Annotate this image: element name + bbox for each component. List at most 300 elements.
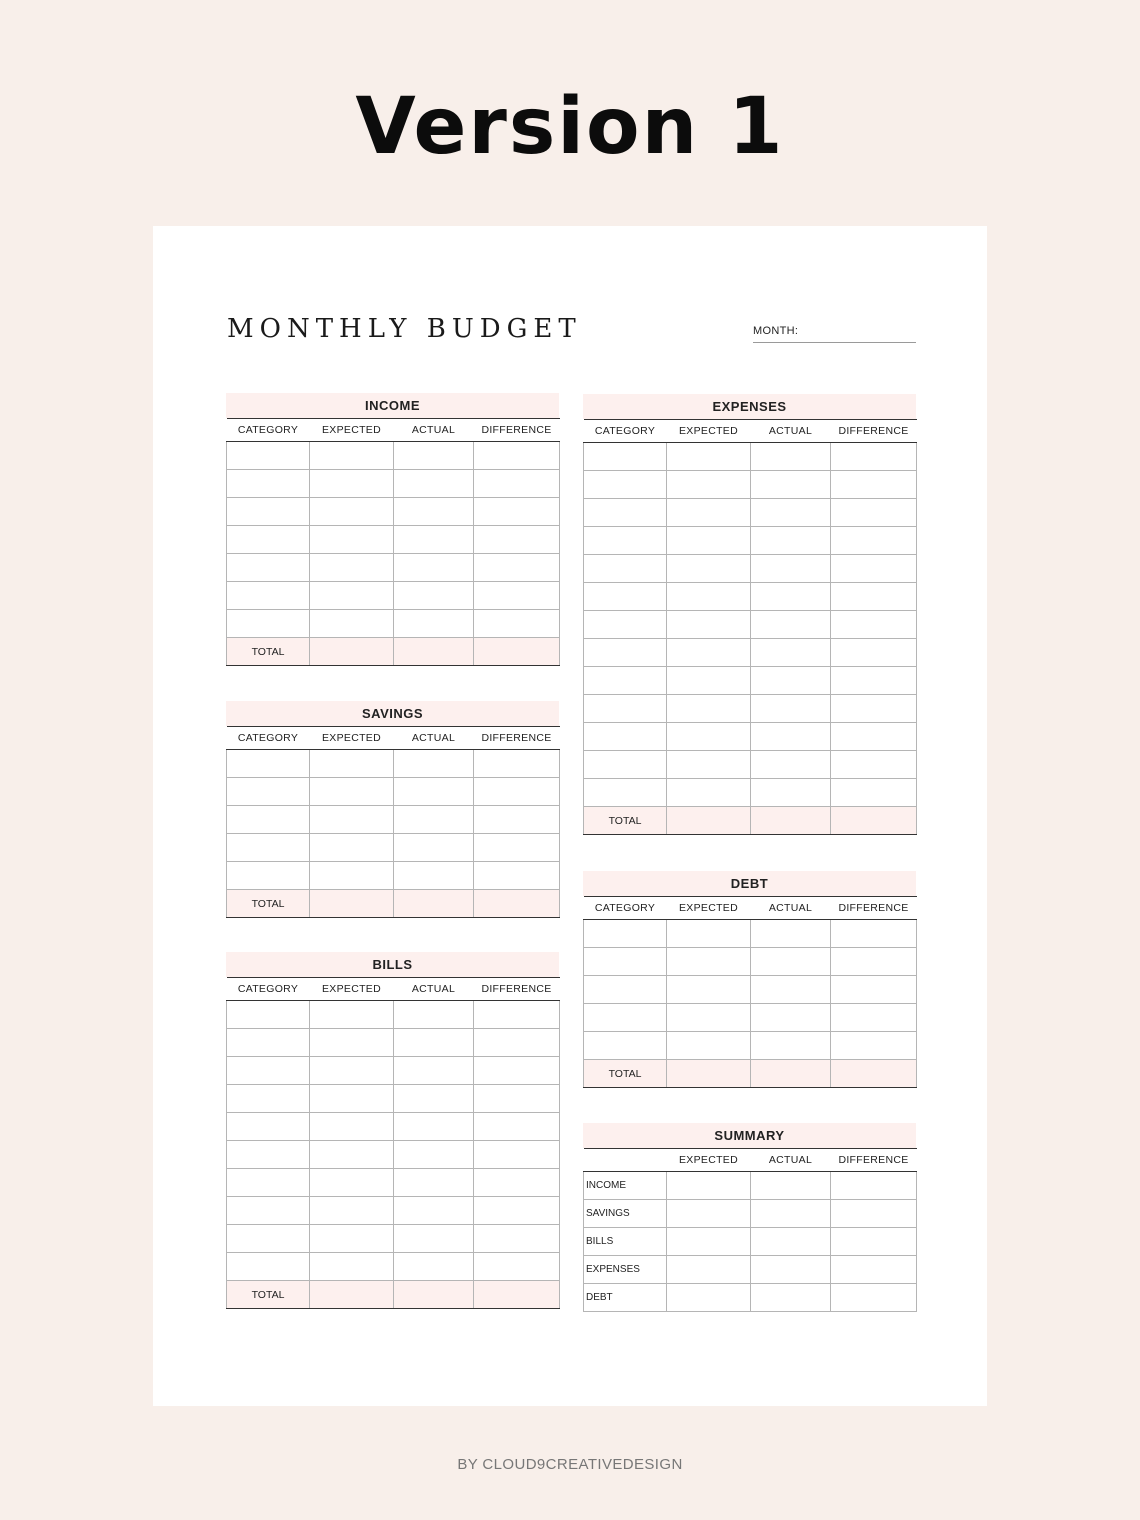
entry-cell[interactable] <box>474 554 560 582</box>
entry-cell[interactable] <box>310 750 394 778</box>
entry-cell[interactable] <box>227 1197 310 1225</box>
entry-cell[interactable] <box>474 806 560 834</box>
total-cell[interactable] <box>831 807 917 835</box>
entry-cell[interactable] <box>474 1085 560 1113</box>
col-expected: EXPECTED <box>667 1149 751 1172</box>
table-row <box>227 1225 560 1253</box>
entry-cell[interactable] <box>667 443 751 471</box>
savings-body <box>227 750 560 918</box>
table-row <box>227 1197 560 1225</box>
entry-cell[interactable] <box>751 1284 831 1312</box>
table-row <box>227 1141 560 1169</box>
entry-cell[interactable] <box>667 639 751 667</box>
entry-cell[interactable] <box>584 1004 667 1032</box>
entry-cell[interactable] <box>227 1169 310 1197</box>
entry-cell[interactable] <box>667 1200 751 1228</box>
table-row <box>584 639 917 667</box>
summary-row <box>584 1256 917 1284</box>
total-cell[interactable] <box>310 890 394 918</box>
entry-cell[interactable] <box>227 834 310 862</box>
total-row <box>227 638 560 666</box>
summary-row-label: EXPENSES <box>584 1256 667 1284</box>
entry-cell[interactable] <box>751 976 831 1004</box>
savings-heading: SAVINGS <box>226 701 559 726</box>
table-row <box>584 611 917 639</box>
entry-cell[interactable] <box>831 1228 917 1256</box>
total-cell[interactable] <box>310 638 394 666</box>
entry-cell[interactable] <box>474 834 560 862</box>
entry-cell[interactable] <box>227 1225 310 1253</box>
total-cell[interactable] <box>751 1060 831 1088</box>
table-row <box>227 750 560 778</box>
debt-heading: DEBT <box>583 871 916 896</box>
summary-row <box>584 1172 917 1200</box>
table-row <box>227 1253 560 1281</box>
entry-cell[interactable] <box>394 806 474 834</box>
entry-cell[interactable] <box>751 611 831 639</box>
entry-cell[interactable] <box>474 862 560 890</box>
entry-cell[interactable] <box>394 470 474 498</box>
entry-cell[interactable] <box>227 1085 310 1113</box>
col-category: CATEGORY <box>584 897 667 920</box>
entry-cell[interactable] <box>831 555 917 583</box>
entry-cell[interactable] <box>584 779 667 807</box>
entry-cell[interactable] <box>227 1141 310 1169</box>
entry-cell[interactable] <box>751 920 831 948</box>
total-row <box>227 890 560 918</box>
bills-heading: BILLS <box>226 952 559 977</box>
entry-cell[interactable] <box>310 862 394 890</box>
entry-cell[interactable] <box>227 1113 310 1141</box>
entry-cell[interactable] <box>831 527 917 555</box>
entry-cell[interactable] <box>751 1032 831 1060</box>
table-row <box>227 1169 560 1197</box>
entry-cell[interactable] <box>667 527 751 555</box>
table-row <box>227 1029 560 1057</box>
entry-cell[interactable] <box>831 1004 917 1032</box>
table-row <box>584 948 917 976</box>
entry-cell[interactable] <box>310 1253 394 1281</box>
entry-cell[interactable] <box>751 1228 831 1256</box>
entry-cell[interactable] <box>584 527 667 555</box>
col-difference: DIFFERENCE <box>831 897 917 920</box>
debt-body <box>584 920 917 1088</box>
entry-cell[interactable] <box>667 779 751 807</box>
col-expected: EXPECTED <box>310 978 394 1001</box>
table-row <box>227 610 560 638</box>
entry-cell[interactable] <box>227 526 310 554</box>
table-row <box>584 583 917 611</box>
summary-row-label: DEBT <box>584 1284 667 1312</box>
entry-cell[interactable] <box>667 948 751 976</box>
table-row <box>584 723 917 751</box>
entry-cell[interactable] <box>751 948 831 976</box>
table-row <box>227 862 560 890</box>
entry-cell[interactable] <box>474 498 560 526</box>
footer-credit: BY CLOUD9CREATIVEDESIGN <box>457 1456 683 1473</box>
entry-cell[interactable] <box>584 583 667 611</box>
table-row <box>584 1032 917 1060</box>
entry-cell[interactable] <box>394 1085 474 1113</box>
table-row <box>227 442 560 470</box>
entry-cell[interactable] <box>584 443 667 471</box>
entry-cell[interactable] <box>474 1253 560 1281</box>
entry-cell[interactable] <box>310 1141 394 1169</box>
entry-cell[interactable] <box>394 610 474 638</box>
entry-cell[interactable] <box>831 639 917 667</box>
entry-cell[interactable] <box>584 695 667 723</box>
table-row <box>584 920 917 948</box>
entry-cell[interactable] <box>394 1197 474 1225</box>
table-row <box>227 1085 560 1113</box>
entry-cell[interactable] <box>831 779 917 807</box>
total-label: TOTAL <box>227 1281 310 1309</box>
entry-cell[interactable] <box>227 442 310 470</box>
total-label: TOTAL <box>584 807 667 835</box>
summary-body <box>584 1172 917 1312</box>
entry-cell[interactable] <box>831 1200 917 1228</box>
entry-cell[interactable] <box>584 948 667 976</box>
entry-cell[interactable] <box>474 582 560 610</box>
entry-cell[interactable] <box>831 723 917 751</box>
entry-cell[interactable] <box>474 610 560 638</box>
entry-cell[interactable] <box>667 1256 751 1284</box>
entry-cell[interactable] <box>394 1253 474 1281</box>
entry-cell[interactable] <box>310 806 394 834</box>
entry-cell[interactable] <box>584 920 667 948</box>
entry-cell[interactable] <box>751 1004 831 1032</box>
entry-cell[interactable] <box>474 470 560 498</box>
entry-cell[interactable] <box>751 471 831 499</box>
summary-row-label: INCOME <box>584 1172 667 1200</box>
entry-cell[interactable] <box>831 583 917 611</box>
expenses-table <box>583 419 917 835</box>
table-row <box>227 778 560 806</box>
entry-cell[interactable] <box>667 471 751 499</box>
entry-cell[interactable] <box>474 750 560 778</box>
entry-cell[interactable] <box>474 778 560 806</box>
entry-cell[interactable] <box>751 583 831 611</box>
entry-cell[interactable] <box>667 667 751 695</box>
total-row <box>227 1281 560 1309</box>
entry-cell[interactable] <box>831 1284 917 1312</box>
entry-cell[interactable] <box>584 499 667 527</box>
entry-cell[interactable] <box>667 1284 751 1312</box>
entry-cell[interactable] <box>751 667 831 695</box>
table-row <box>584 976 917 1004</box>
entry-cell[interactable] <box>394 1029 474 1057</box>
col-actual: ACTUAL <box>394 419 474 442</box>
month-label: MONTH: <box>753 325 799 337</box>
col-category: CATEGORY <box>227 727 310 750</box>
savings-section <box>226 701 559 918</box>
total-cell[interactable] <box>667 1060 751 1088</box>
summary-row-label: SAVINGS <box>584 1200 667 1228</box>
entry-cell[interactable] <box>310 834 394 862</box>
total-cell[interactable] <box>474 1281 560 1309</box>
entry-cell[interactable] <box>310 1057 394 1085</box>
col-blank <box>584 1149 667 1172</box>
entry-cell[interactable] <box>831 443 917 471</box>
entry-cell[interactable] <box>831 499 917 527</box>
entry-cell[interactable] <box>310 582 394 610</box>
budget-title: MONTHLY BUDGET <box>227 314 582 344</box>
bills-section <box>226 952 559 1309</box>
entry-cell[interactable] <box>584 1032 667 1060</box>
col-expected: EXPECTED <box>667 897 751 920</box>
entry-cell[interactable] <box>831 920 917 948</box>
table-row <box>227 470 560 498</box>
entry-cell[interactable] <box>474 442 560 470</box>
table-row <box>584 1004 917 1032</box>
entry-cell[interactable] <box>310 526 394 554</box>
entry-cell[interactable] <box>667 695 751 723</box>
entry-cell[interactable] <box>831 948 917 976</box>
entry-cell[interactable] <box>831 1032 917 1060</box>
entry-cell[interactable] <box>310 1001 394 1029</box>
entry-cell[interactable] <box>394 778 474 806</box>
income-heading: INCOME <box>226 393 559 418</box>
entry-cell[interactable] <box>394 834 474 862</box>
entry-cell[interactable] <box>310 554 394 582</box>
col-category: CATEGORY <box>227 419 310 442</box>
entry-cell[interactable] <box>751 527 831 555</box>
entry-cell[interactable] <box>227 862 310 890</box>
expenses-section <box>583 394 916 835</box>
entry-cell[interactable] <box>751 1200 831 1228</box>
entry-cell[interactable] <box>667 723 751 751</box>
entry-cell[interactable] <box>584 471 667 499</box>
table-row <box>584 471 917 499</box>
entry-cell[interactable] <box>751 751 831 779</box>
table-row <box>227 806 560 834</box>
entry-cell[interactable] <box>227 778 310 806</box>
summary-row <box>584 1284 917 1312</box>
table-row <box>584 443 917 471</box>
entry-cell[interactable] <box>751 555 831 583</box>
summary-row <box>584 1200 917 1228</box>
entry-cell[interactable] <box>667 976 751 1004</box>
entry-cell[interactable] <box>394 1141 474 1169</box>
total-label: TOTAL <box>227 638 310 666</box>
entry-cell[interactable] <box>474 1141 560 1169</box>
table-row <box>227 1001 560 1029</box>
entry-cell[interactable] <box>394 1169 474 1197</box>
entry-cell[interactable] <box>310 1169 394 1197</box>
expenses-body <box>584 443 917 835</box>
col-category: CATEGORY <box>584 420 667 443</box>
entry-cell[interactable] <box>310 778 394 806</box>
entry-cell[interactable] <box>474 1169 560 1197</box>
summary-row-label: BILLS <box>584 1228 667 1256</box>
col-difference: DIFFERENCE <box>831 1149 917 1172</box>
entry-cell[interactable] <box>751 723 831 751</box>
entry-cell[interactable] <box>227 1029 310 1057</box>
entry-cell[interactable] <box>667 583 751 611</box>
entry-cell[interactable] <box>474 1225 560 1253</box>
income-body <box>227 442 560 666</box>
entry-cell[interactable] <box>667 611 751 639</box>
table-row <box>584 751 917 779</box>
entry-cell[interactable] <box>227 582 310 610</box>
table-row <box>584 527 917 555</box>
entry-cell[interactable] <box>667 499 751 527</box>
entry-cell[interactable] <box>474 1197 560 1225</box>
summary-table <box>583 1148 917 1312</box>
bills-body <box>227 1001 560 1309</box>
entry-cell[interactable] <box>310 470 394 498</box>
entry-cell[interactable] <box>394 862 474 890</box>
entry-cell[interactable] <box>584 723 667 751</box>
entry-cell[interactable] <box>394 554 474 582</box>
total-cell[interactable] <box>474 890 560 918</box>
entry-cell[interactable] <box>310 1113 394 1141</box>
entry-cell[interactable] <box>667 751 751 779</box>
entry-cell[interactable] <box>667 555 751 583</box>
col-expected: EXPECTED <box>310 727 394 750</box>
entry-cell[interactable] <box>584 639 667 667</box>
table-row <box>584 779 917 807</box>
entry-cell[interactable] <box>584 555 667 583</box>
col-difference: DIFFERENCE <box>474 419 560 442</box>
entry-cell[interactable] <box>394 498 474 526</box>
entry-cell[interactable] <box>227 750 310 778</box>
col-difference: DIFFERENCE <box>831 420 917 443</box>
total-cell[interactable] <box>310 1281 394 1309</box>
table-row <box>227 498 560 526</box>
entry-cell[interactable] <box>474 1113 560 1141</box>
entry-cell[interactable] <box>751 639 831 667</box>
entry-cell[interactable] <box>310 1225 394 1253</box>
table-row <box>584 555 917 583</box>
entry-cell[interactable] <box>394 1225 474 1253</box>
col-difference: DIFFERENCE <box>474 978 560 1001</box>
col-actual: ACTUAL <box>394 727 474 750</box>
entry-cell[interactable] <box>667 1228 751 1256</box>
summary-section <box>583 1123 916 1312</box>
debt-section <box>583 871 916 1088</box>
col-actual: ACTUAL <box>394 978 474 1001</box>
entry-cell[interactable] <box>667 1004 751 1032</box>
entry-cell[interactable] <box>310 442 394 470</box>
entry-cell[interactable] <box>831 667 917 695</box>
entry-cell[interactable] <box>227 498 310 526</box>
income-section <box>226 393 559 666</box>
col-expected: EXPECTED <box>667 420 751 443</box>
entry-cell[interactable] <box>227 1057 310 1085</box>
debt-table <box>583 896 917 1088</box>
entry-cell[interactable] <box>584 611 667 639</box>
entry-cell[interactable] <box>227 554 310 582</box>
total-cell[interactable] <box>394 890 474 918</box>
col-actual: ACTUAL <box>751 420 831 443</box>
col-difference: DIFFERENCE <box>474 727 560 750</box>
entry-cell[interactable] <box>474 1001 560 1029</box>
entry-cell[interactable] <box>310 1085 394 1113</box>
entry-cell[interactable] <box>831 611 917 639</box>
entry-cell[interactable] <box>394 442 474 470</box>
entry-cell[interactable] <box>667 1172 751 1200</box>
entry-cell[interactable] <box>394 750 474 778</box>
total-cell[interactable] <box>831 1060 917 1088</box>
entry-cell[interactable] <box>394 526 474 554</box>
total-cell[interactable] <box>474 638 560 666</box>
total-label: TOTAL <box>584 1060 667 1088</box>
entry-cell[interactable] <box>667 1032 751 1060</box>
total-cell[interactable] <box>751 807 831 835</box>
entry-cell[interactable] <box>751 1256 831 1284</box>
total-label: TOTAL <box>227 890 310 918</box>
table-row <box>227 526 560 554</box>
table-row <box>227 1113 560 1141</box>
entry-cell[interactable] <box>831 1256 917 1284</box>
month-field[interactable] <box>753 321 916 343</box>
entry-cell[interactable] <box>831 1172 917 1200</box>
entry-cell[interactable] <box>310 1029 394 1057</box>
col-actual: ACTUAL <box>751 1149 831 1172</box>
entry-cell[interactable] <box>394 582 474 610</box>
table-row <box>227 582 560 610</box>
total-row <box>584 807 917 835</box>
table-row <box>227 554 560 582</box>
version-title: Version 1 <box>355 82 785 172</box>
budget-sheet <box>153 226 987 1406</box>
entry-cell[interactable] <box>310 1197 394 1225</box>
entry-cell[interactable] <box>831 751 917 779</box>
entry-cell[interactable] <box>227 470 310 498</box>
entry-cell[interactable] <box>474 1057 560 1085</box>
entry-cell[interactable] <box>227 806 310 834</box>
total-cell[interactable] <box>394 1281 474 1309</box>
entry-cell[interactable] <box>751 779 831 807</box>
expenses-heading: EXPENSES <box>583 394 916 419</box>
entry-cell[interactable] <box>831 471 917 499</box>
summary-row <box>584 1228 917 1256</box>
entry-cell[interactable] <box>584 751 667 779</box>
table-row <box>584 695 917 723</box>
entry-cell[interactable] <box>394 1113 474 1141</box>
entry-cell[interactable] <box>310 498 394 526</box>
entry-cell[interactable] <box>751 443 831 471</box>
entry-cell[interactable] <box>584 976 667 1004</box>
table-row <box>584 499 917 527</box>
entry-cell[interactable] <box>227 1001 310 1029</box>
entry-cell[interactable] <box>831 695 917 723</box>
entry-cell[interactable] <box>227 1253 310 1281</box>
entry-cell[interactable] <box>227 610 310 638</box>
table-row <box>227 834 560 862</box>
total-cell[interactable] <box>394 638 474 666</box>
entry-cell[interactable] <box>310 610 394 638</box>
entry-cell[interactable] <box>394 1057 474 1085</box>
total-cell[interactable] <box>667 807 751 835</box>
col-category: CATEGORY <box>227 978 310 1001</box>
table-row <box>584 667 917 695</box>
entry-cell[interactable] <box>667 920 751 948</box>
savings-table <box>226 726 560 918</box>
entry-cell[interactable] <box>751 1172 831 1200</box>
entry-cell[interactable] <box>751 695 831 723</box>
entry-cell[interactable] <box>751 499 831 527</box>
entry-cell[interactable] <box>831 976 917 1004</box>
entry-cell[interactable] <box>474 1029 560 1057</box>
entry-cell[interactable] <box>474 526 560 554</box>
table-row <box>227 1057 560 1085</box>
entry-cell[interactable] <box>584 667 667 695</box>
col-actual: ACTUAL <box>751 897 831 920</box>
income-table <box>226 418 560 666</box>
entry-cell[interactable] <box>394 1001 474 1029</box>
